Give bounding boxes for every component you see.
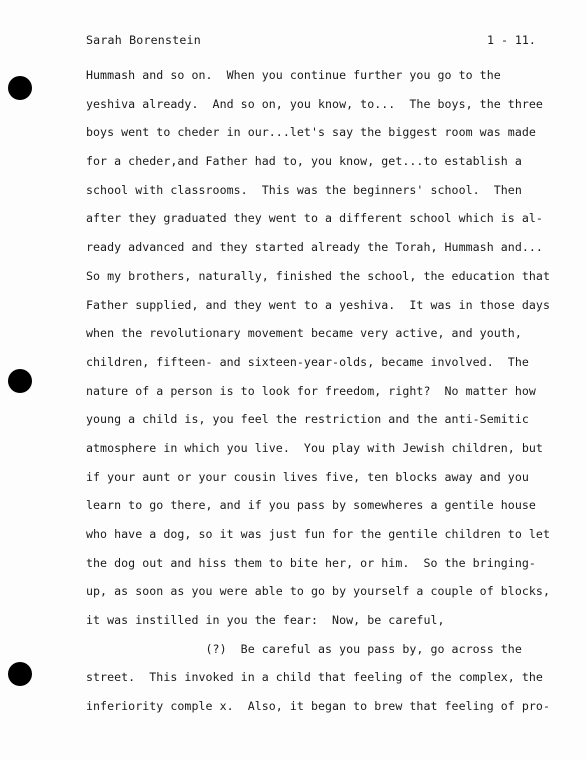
text-line: nature of a person is to look for freedom, right? No matter how — [86, 383, 536, 398]
text-line: the dog out and hiss them to bite her, or him. So the bringing- — [86, 555, 536, 570]
header-page-number: 1 - 11. — [487, 33, 536, 47]
text-line: Hummash and so on. When you continue further you go to the — [86, 68, 501, 82]
text-line: learn to go there, and if you pass by somewheres a gentile house — [86, 498, 536, 513]
text-line: who have a dog, so it was just fun for the gentile children to let — [86, 527, 550, 541]
transcript-body — [86, 61, 556, 721]
text-line: it was instilled in you the fear: Now, be careful, — [86, 613, 445, 628]
text-line: boys went to cheder in our...let's say the biggest room was made — [86, 125, 536, 140]
text-line: (?) Be careful as you pass by, go across the — [86, 641, 522, 656]
text-line: So my brothers, naturally, finished the school, the education that — [86, 268, 550, 283]
text-line: inferiority comple x. Also, it began to brew that feeling of pro- — [86, 699, 550, 714]
text-line: children, fifteen- and sixteen-year-olds, became involved. The — [86, 354, 529, 369]
text-line: ready advanced and they started already the Torah, Hummash and... — [86, 240, 543, 255]
text-line: yeshiva already. And so on, you know, to... The boys, the three — [86, 96, 543, 111]
text-line: up, as soon as you were able to go by yourself a couple of blocks, — [86, 584, 550, 599]
punch-hole-middle — [8, 369, 32, 393]
text-line: after they graduated they went to a different school which is al- — [86, 211, 543, 226]
text-line: school with classrooms. This was the beginners' school. Then — [86, 182, 522, 197]
text-line: if your aunt or your cousin lives five, ten blocks away and you — [86, 469, 529, 484]
punch-hole-bottom — [8, 662, 32, 686]
header-interviewee-name: Sarah Borenstein — [86, 33, 201, 47]
text-line: for a cheder,and Father had to, you know, get...to establish a — [86, 154, 522, 169]
punch-hole-top — [8, 76, 32, 100]
text-line: atmosphere in which you live. You play with Jewish children, but — [86, 440, 543, 455]
text-line: street. This invoked in a child that feeling of the complex, the — [86, 670, 543, 685]
text-line: Father supplied, and they went to a yeshiva. It was in those days — [86, 297, 550, 312]
text-line: young a child is, you feel the restriction and the anti-Semitic — [86, 412, 529, 427]
text-line: when the revolutionary movement became very active, and youth, — [86, 326, 522, 341]
